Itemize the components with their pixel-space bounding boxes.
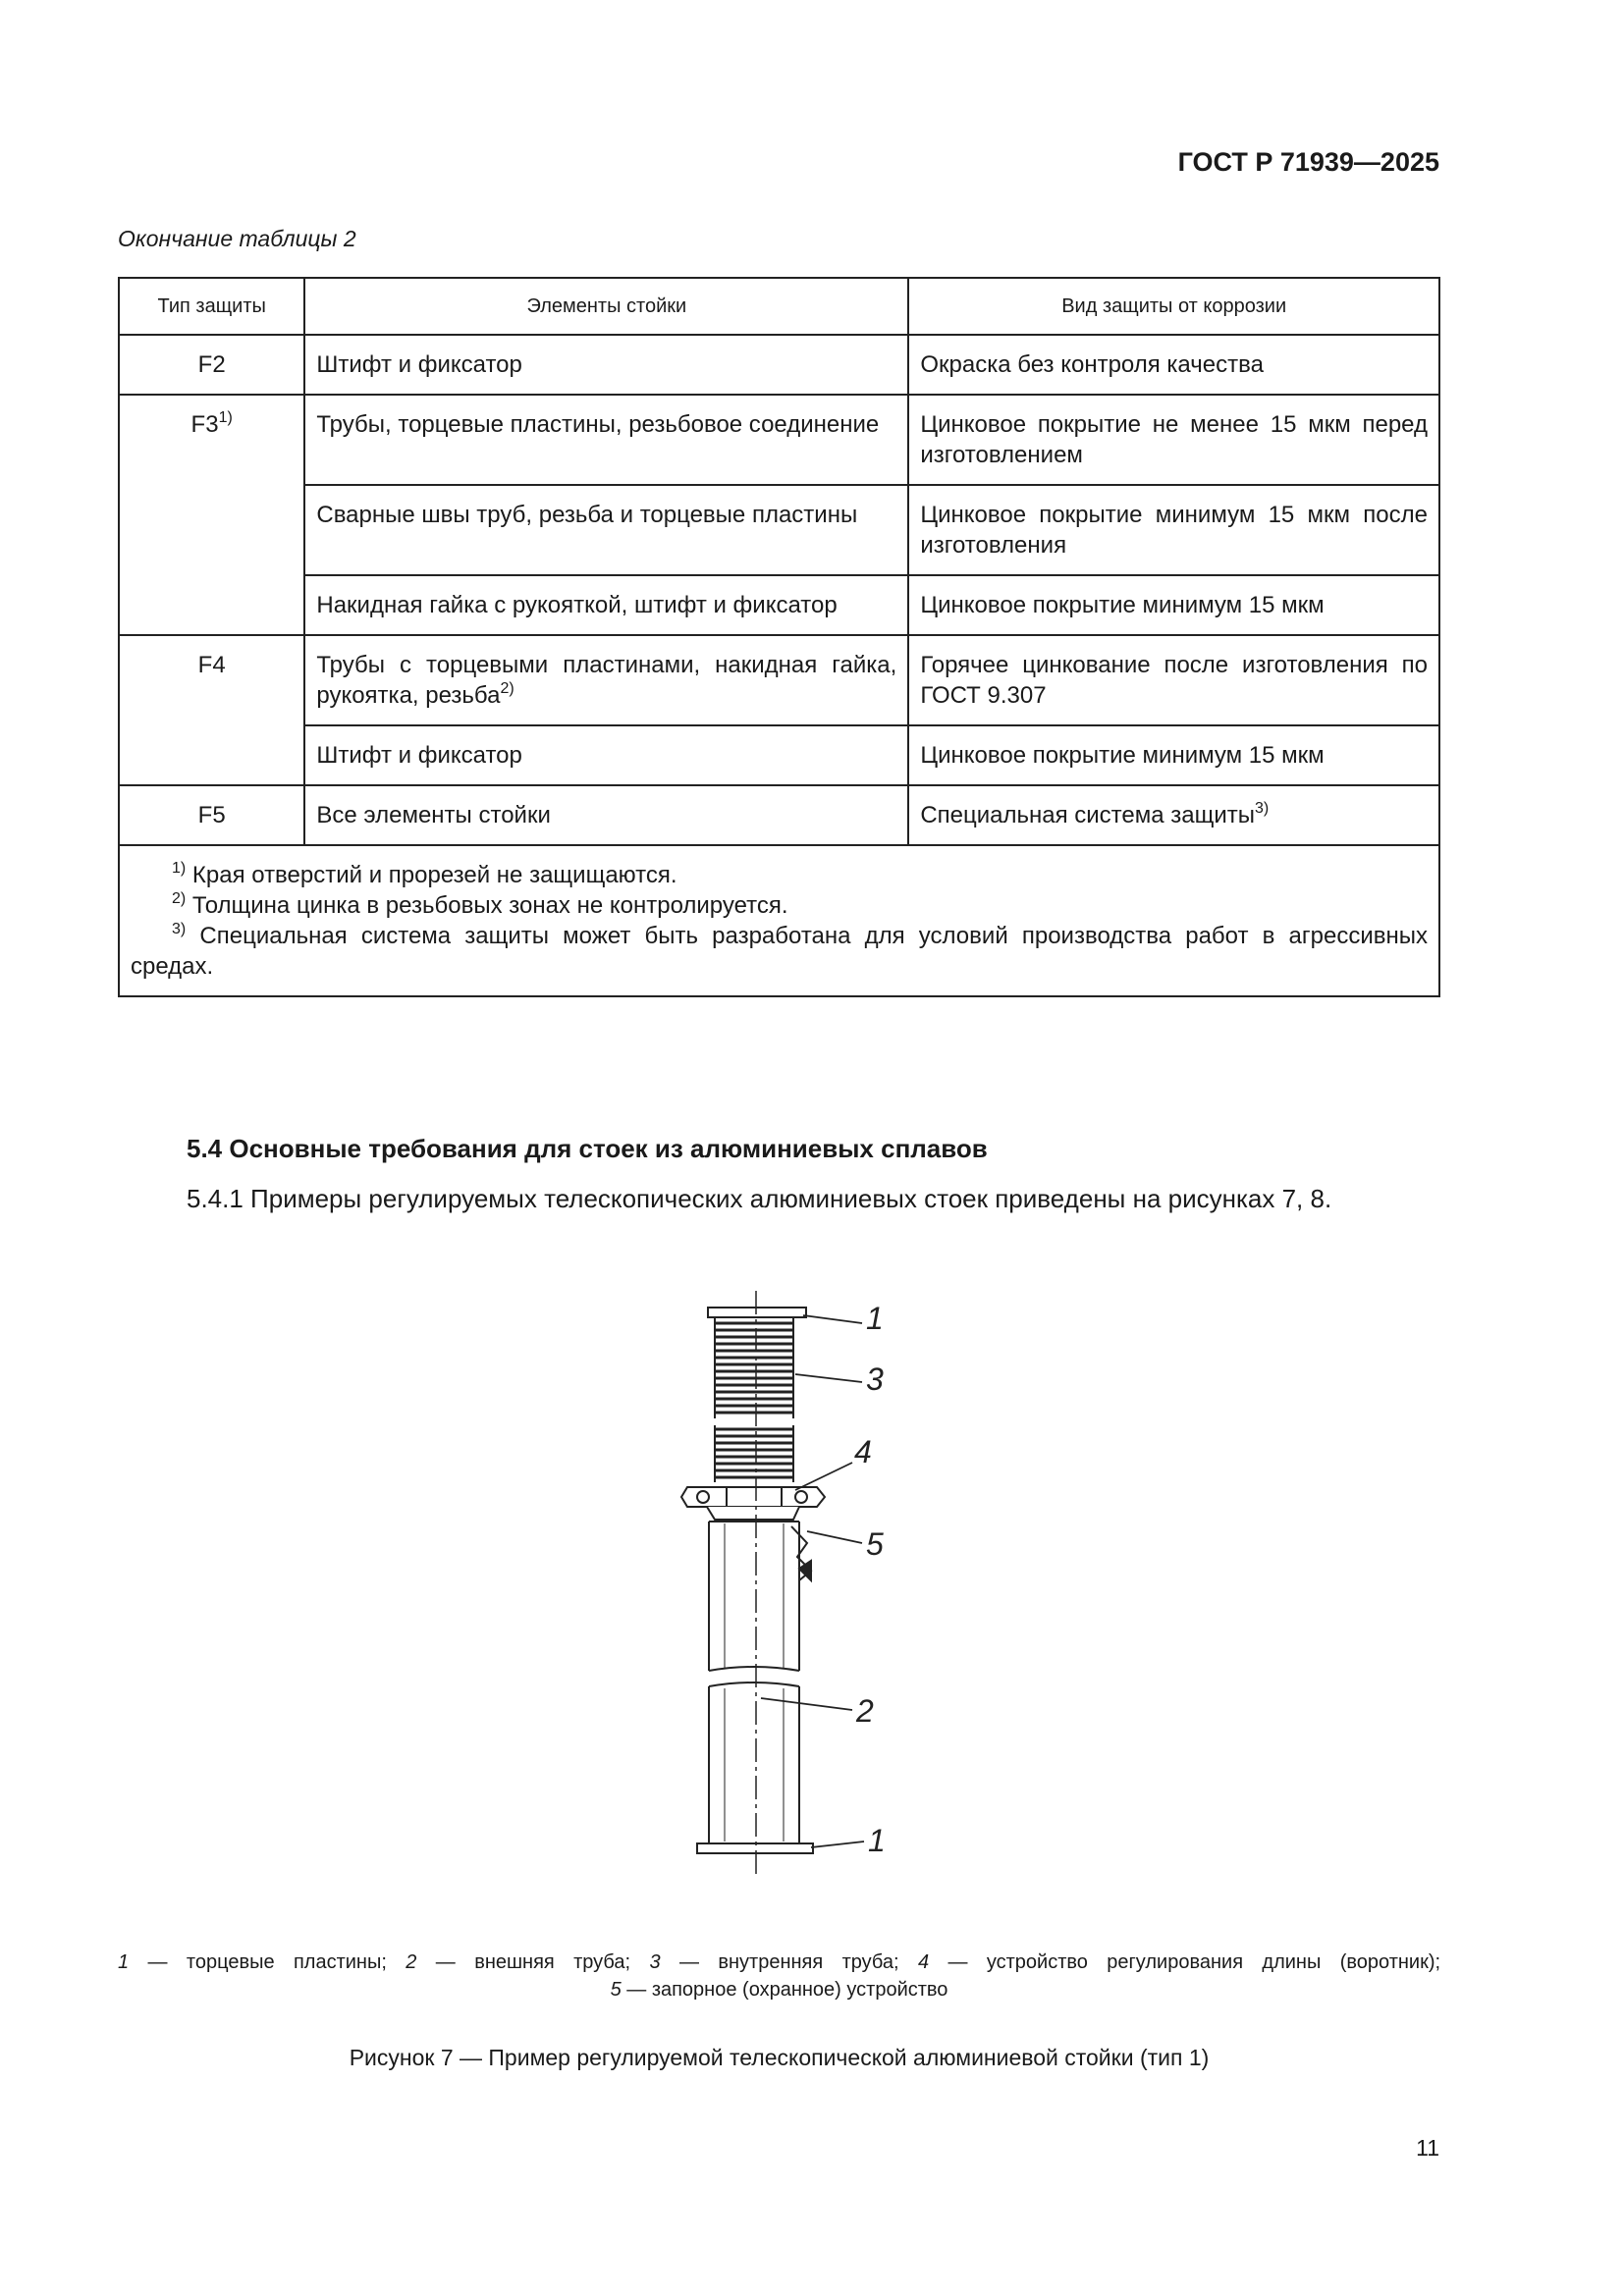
footnote-mark: 1) [218,409,233,426]
outer-tube-lower [709,1682,799,1843]
legend-dash: — [678,1951,699,1973]
legend-dash: — [435,1951,456,1973]
legend-num: 1 [118,1951,130,1973]
legend-dash: — [626,1979,647,2001]
note-text: Толщина цинка в резьбовых зонах не контролируется. [191,892,788,919]
table-row [119,485,1439,575]
inner-tube-thread-upper [715,1317,793,1418]
table-row [119,725,1439,785]
legend-text: устройство регулирования длины (воротник); [986,1951,1441,1973]
corrosion-protection-table [118,277,1440,997]
footnote-mark: 3) [172,921,187,937]
cell-protection [908,785,1439,845]
cell-type-f5: F5 [119,785,304,845]
note-text: Специальная система защиты может быть разработана для условий производства работ в агрессивных средах. [131,923,1428,980]
table-row [119,635,1439,725]
legend-num: 2 [406,1951,417,1973]
header-protection-type: Тип защиты [119,278,304,335]
callout-2: 2 [856,1693,874,1729]
section-paragraph: 5.4.1 Примеры регулируемых телескопических алюминиевых стоек приведены на рисунках 7, 8. [187,1184,1332,1213]
table-header-row [119,278,1439,335]
section-heading: 5.4 Основные требования для стоек из алюминиевых сплавов [187,1134,988,1163]
legend-line [118,1976,1440,2003]
table-note [131,890,1428,921]
top-end-plate [708,1308,806,1317]
table-note [131,921,1428,982]
cell-protection: Цинковое покрытие минимум 15 мкм после изготовления [908,485,1439,575]
bottom-end-plate [697,1843,813,1853]
cell-protection: Окраска без контроля качества [908,335,1439,395]
locking-device [791,1526,811,1580]
legend-line [118,1949,1440,1976]
table-row [119,395,1439,485]
cell-element: Накидная гайка с рукояткой, штифт и фиксатор [304,575,908,635]
cell-type-f2: F2 [119,335,304,395]
header-corrosion-protection: Вид защиты от коррозии [908,278,1439,335]
legend-num: 4 [917,1951,930,1973]
callout-1-top: 1 [866,1301,884,1336]
cell-element: Трубы, торцевые пластины, резьбовое соединение [304,395,908,485]
cell-protection: Цинковое покрытие не менее 15 мкм перед изготовлением [908,395,1439,485]
legend-num: 5 [610,1979,622,2001]
protection-text: Специальная система защиты [920,802,1256,828]
callout-3: 3 [866,1362,884,1397]
cell-element: Штифт и фиксатор [304,725,908,785]
page-number: 11 [1416,2135,1439,2161]
callout-leaders [761,1315,864,1847]
cell-element: Сварные швы труб, резьба и торцевые пластины [304,485,908,575]
telescopic-prop-figure [589,1286,903,1934]
legend-text: торцевые пластины; [186,1951,387,1973]
length-adjustment-collar [681,1487,825,1520]
cell-protection: Горячее цинкование после изготовления по ГОСТ 9.307 [908,635,1439,725]
cell-element: Все элементы стойки [304,785,908,845]
cell-protection: Цинковое покрытие минимум 15 мкм [908,725,1439,785]
legend-num: 3 [649,1951,661,1973]
header-elements: Элементы стойки [304,278,908,335]
type-label: F3 [190,411,219,438]
figure-legend [118,1949,1440,2003]
callout-5: 5 [866,1526,884,1562]
figure-caption: Рисунок 7 — Пример регулируемой телескопической алюминиевой стойки (тип 1) [349,2045,1210,2070]
legend-dash: — [147,1951,168,1973]
cell-element: Штифт и фиксатор [304,335,908,395]
table-note [131,860,1428,890]
legend-text: внешняя труба; [474,1951,631,1973]
callout-1-bottom: 1 [868,1823,886,1858]
legend-dash: — [947,1951,968,1973]
table-row [119,335,1439,395]
table-row [119,785,1439,845]
document-code: ГОСТ Р 71939—2025 [1177,147,1439,177]
table-notes-row [119,845,1439,996]
legend-text: запорное (охранное) устройство [651,1979,948,2001]
outer-tube-upper [709,1522,799,1671]
footnote-mark: 1) [172,860,187,877]
footnote-mark: 2) [500,680,514,697]
footnote-mark: 2) [172,890,187,907]
cell-type-f4: F4 [119,635,304,785]
inner-tube-thread-lower [715,1425,793,1482]
element-text: Трубы с торцевыми пластинами, накидная гайка, рукоятка, резьба [316,652,897,709]
table-row [119,575,1439,635]
footnote-mark: 3) [1255,800,1270,817]
cell-element [304,635,908,725]
cell-protection: Цинковое покрытие минимум 15 мкм [908,575,1439,635]
table-caption: Окончание таблицы 2 [118,226,356,251]
note-text: Края отверстий и прорезей не защищаются. [191,862,677,888]
legend-text: внутренняя труба; [718,1951,899,1973]
cell-type-f3 [119,395,304,635]
callout-4: 4 [854,1434,872,1469]
table-notes [119,845,1439,996]
